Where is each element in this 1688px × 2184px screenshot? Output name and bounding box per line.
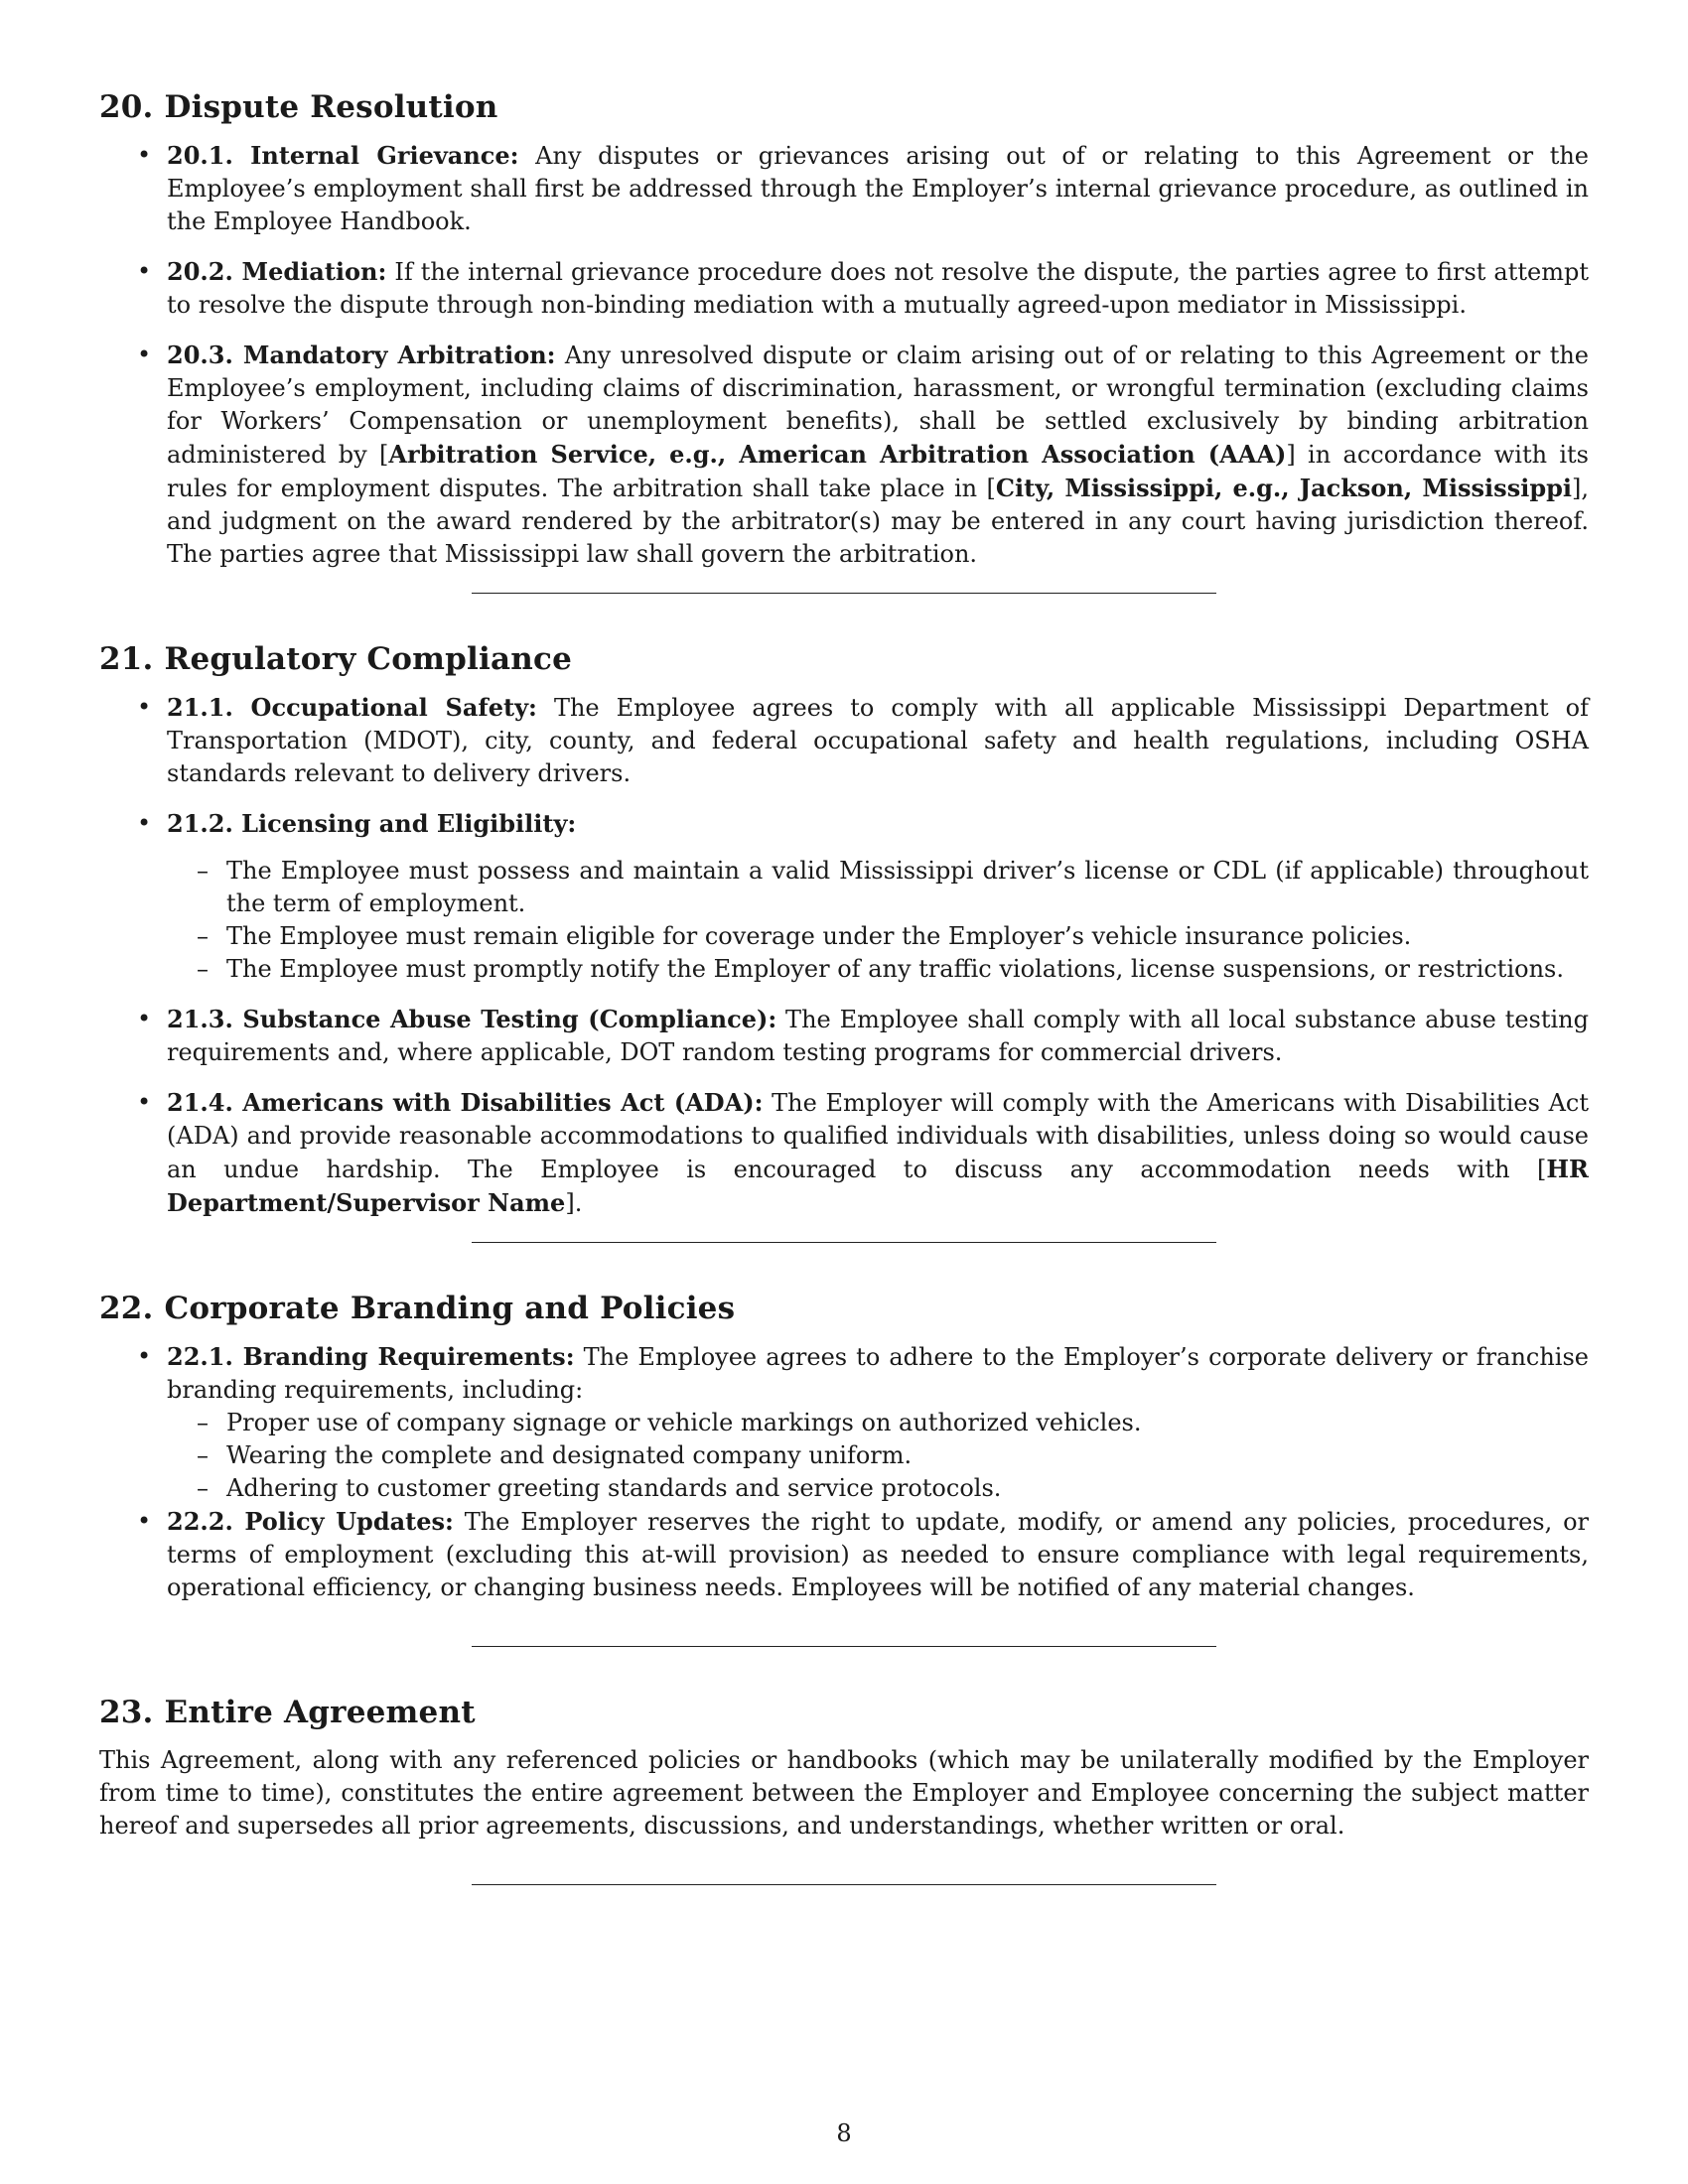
clause-text: Any disputes or grievances arising out of or relating to this Agreement or the Employee’s employment shall first be addressed through the Employer’s internal grievance procedure, as outlined in the Employee Handbook. — [167, 142, 1589, 235]
clause-text: ] in accordance with its rules for employment disputes. The arbitration shall take place in [ — [167, 441, 1590, 502]
clause-text: The Employer reserves the right to update, modify, or amend any policies, procedures, or terms of employment (excluding this at-will provision) as needed to ensure compliance with legal requirements, operational efficiency, or changing business needs. Employees will be notified of any material changes. — [167, 1508, 1589, 1601]
clause-list — [99, 139, 1589, 571]
clause-text: The Employer will comply with the Americans with Disabilities Act (ADA) and provide reasonable accommodations to qualified individuals with disabilities, unless doing so would cause an undue hardship. The Employee is encouraged to discuss any accommodation needs with [ — [167, 1089, 1590, 1183]
clause-21-2 — [99, 807, 1589, 986]
section-heading: 21. Regulatory Compliance — [99, 641, 573, 677]
clause-label: 21.3. Substance Abuse Testing (Compliance): — [167, 1005, 777, 1033]
clause-label: 21.2. Licensing and Eligibility: — [167, 809, 577, 838]
sub-item: – Proper use of company signage or vehicle markings on authorized vehicles. — [167, 1407, 1589, 1439]
clause-21-4 — [99, 1086, 1589, 1220]
page-number: 8 — [836, 2119, 852, 2147]
sub-item: – Adhering to customer greeting standards and service protocols. — [167, 1472, 1589, 1505]
placeholder-arbitration-service: Arbitration Service, e.g., American Arbitration Association (AAA) — [388, 440, 1287, 469]
clause-21-3 — [99, 1003, 1589, 1069]
section-dispute-resolution — [99, 89, 1589, 594]
clause-21-1 — [99, 691, 1589, 790]
clause-text: ], and judgment on the award rendered by the arbitrator(s) may be entered in any court having jurisdiction thereof. The parties agree that Mississippi law shall govern the arbitration. — [167, 475, 1589, 568]
clause-label: 22.2. Policy Updates: — [167, 1507, 454, 1536]
clause-label: 21.1. Occupational Safety: — [167, 693, 537, 722]
sub-list — [167, 855, 1589, 986]
clause-20-1 — [99, 139, 1589, 238]
section-heading: 22. Corporate Branding and Policies — [99, 1291, 736, 1326]
clause-label: 20.2. Mediation: — [167, 257, 387, 286]
sub-item: – The Employee must remain eligible for coverage under the Employer’s vehicle insurance policies. — [167, 920, 1589, 953]
placeholder-city: City, Mississippi, e.g., Jackson, Mississippi — [995, 474, 1572, 502]
sub-item: – The Employee must promptly notify the Employer of any traffic violations, license suspensions, or restrictions. — [167, 953, 1589, 986]
clause-list — [99, 691, 1589, 1220]
section-divider — [472, 1646, 1216, 1647]
clause-text: The Employee shall comply with all local substance abuse testing requirements and, where applicable, DOT random testing programs for commercial drivers. — [167, 1006, 1590, 1066]
section-regulatory-compliance — [99, 641, 1589, 1243]
section-entire-agreement — [99, 1695, 1589, 1885]
clause-list — [99, 1340, 1589, 1604]
clause-label: 20.3. Mandatory Arbitration: — [167, 341, 556, 369]
clause-label: 21.4. Americans with Disabilities Act (ADA): — [167, 1088, 764, 1117]
section-divider — [472, 1884, 1216, 1885]
clause-text: The Employee agrees to comply with all applicable Mississippi Department of Transportation (MDOT), city, county, and federal occupational safety and health regulations, including OSHA standards relevant to delivery drivers. — [167, 694, 1589, 787]
sub-item: – Wearing the complete and designated company uniform. — [167, 1439, 1589, 1472]
clause-label: 20.1. Internal Grievance: — [167, 141, 519, 170]
sub-item: – The Employee must possess and maintain a valid Mississippi driver’s license or CDL (if applicable) throughout the term of employment. — [167, 855, 1589, 920]
section-heading: 20. Dispute Resolution — [99, 89, 498, 125]
clause-22-2 — [99, 1505, 1589, 1604]
document-page — [99, 89, 1589, 1885]
placeholder-hr-contact: HR Department/Supervisor Name — [167, 1155, 1589, 1217]
clause-label: 22.1. Branding Requirements: — [167, 1342, 575, 1371]
section-heading: 23. Entire Agreement — [99, 1695, 476, 1730]
clause-text: ]. — [565, 1189, 583, 1217]
section-divider — [472, 1242, 1216, 1243]
clause-text: Any unresolved dispute or claim arising out of or relating to this Agreement or the Employee’s employment, including claims of discrimination, harassment, or wrongful termination (excluding claims for Workers’ Compensation or unemployment benefits), shall be settled exclusively by binding arbitration administered by [ — [167, 341, 1589, 469]
clause-22-1 — [99, 1340, 1589, 1505]
clause-20-3 — [99, 339, 1589, 571]
clause-text: If the internal grievance procedure does not resolve the dispute, the parties agree to first attempt to resolve the dispute through non-binding mediation with a mutually agreed-upon mediator in Mississippi. — [167, 258, 1589, 319]
sub-list — [167, 1407, 1589, 1505]
clause-text: The Employee agrees to adhere to the Employer’s corporate delivery or franchise branding requirements, including: — [167, 1343, 1589, 1404]
section-corporate-branding — [99, 1291, 1589, 1647]
clause-20-2 — [99, 255, 1589, 322]
section-body: This Agreement, along with any referenced policies or handbooks (which may be unilaterally modified by the Employer from time to time), constitutes the entire agreement between the Employer and Employee concerning the subject matter hereof and supersedes all prior agreements, discussions, and understandings, whether written or oral. — [99, 1746, 1589, 1840]
section-divider — [472, 593, 1216, 594]
